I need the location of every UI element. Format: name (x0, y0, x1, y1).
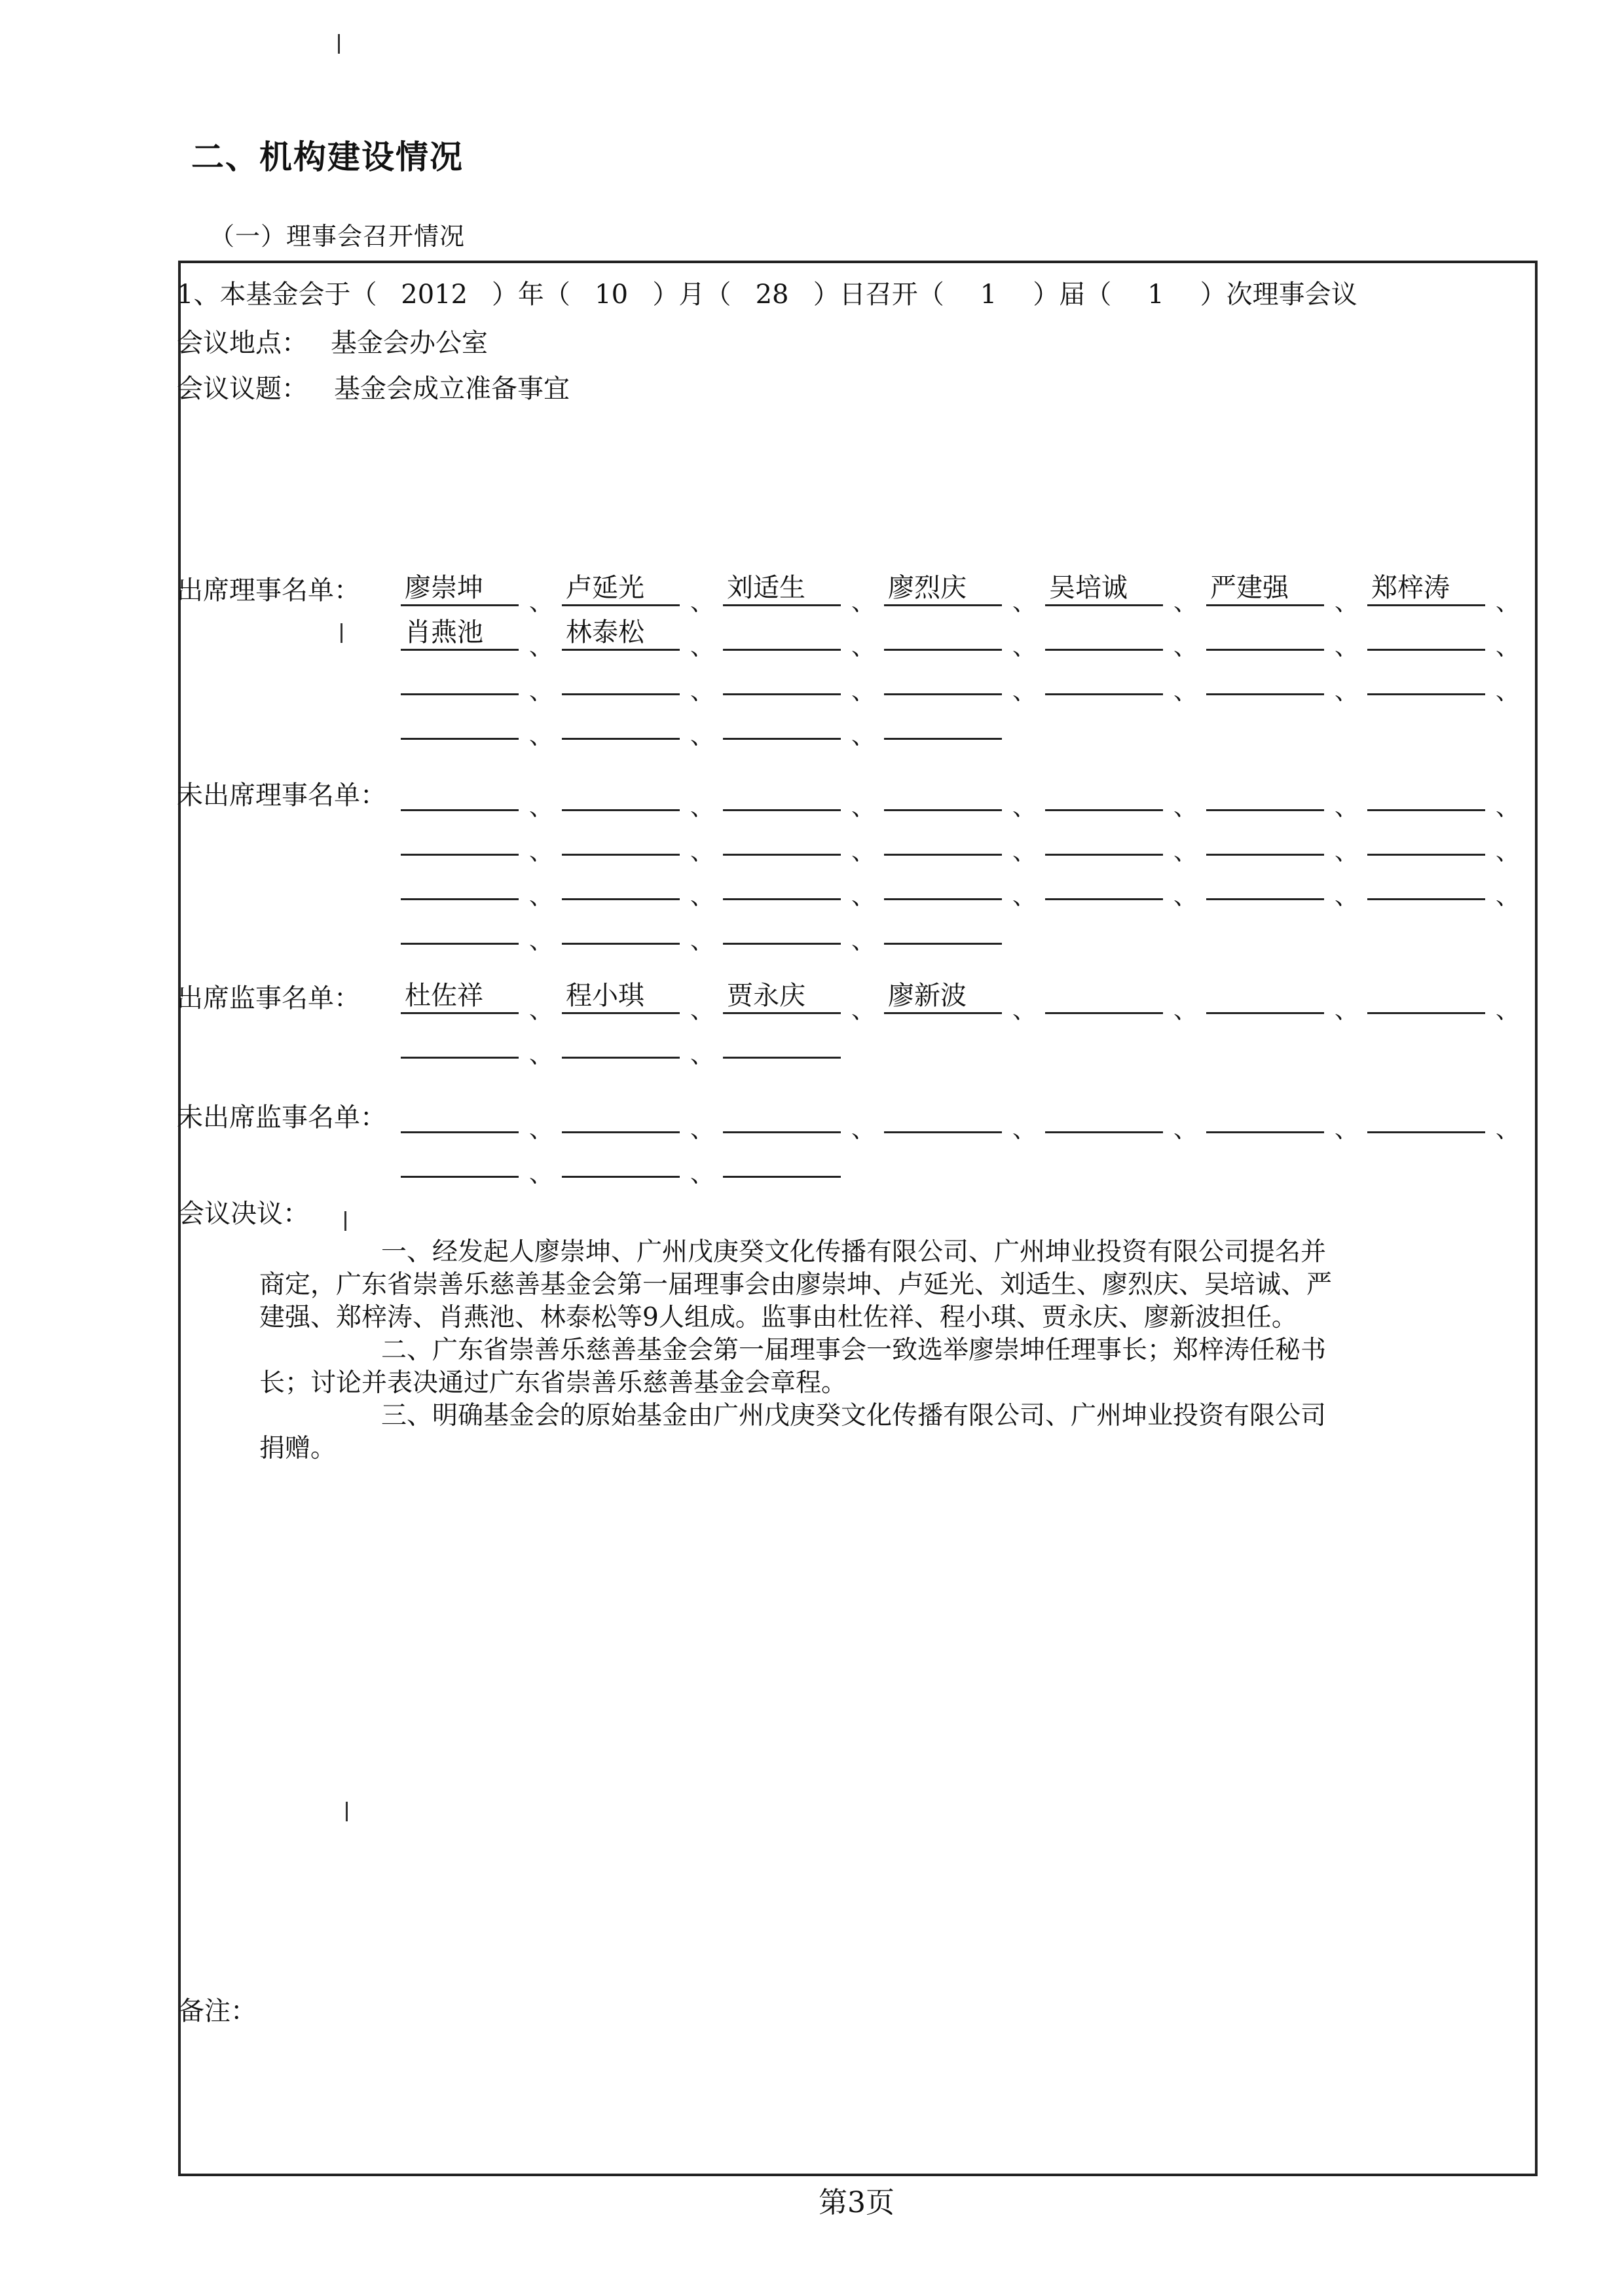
absent-supervisor-separator: 、 (851, 1116, 876, 1143)
attending-director-separator: 、 (1335, 589, 1359, 616)
absent-director-slot (884, 774, 1002, 811)
absent-director-slot (723, 864, 841, 900)
absent-supervisor-slot (562, 1097, 680, 1133)
absent-director-slot (1206, 819, 1324, 856)
absent-director-separator: 、 (851, 883, 876, 910)
meeting-year-suffix: ）年（ (491, 280, 570, 310)
attending-supervisor-slot (1367, 977, 1485, 1014)
absent-supervisor-slot (1045, 1097, 1163, 1133)
attending-supervisor-slot: 杜佐祥 (401, 977, 519, 1014)
resolution-line: 捐赠。 (259, 1434, 337, 1463)
topic-value: 基金会成立准备事宜 (334, 374, 570, 404)
attending-director-separator: 、 (690, 723, 714, 750)
resolution-line: 二、广东省崇善乐慈善基金会第一届理事会一致选举廖崇坤任理事长；郑梓涛任秘书 (381, 1336, 1327, 1365)
attending-director-separator: 、 (690, 589, 714, 616)
resolution-line: 商定，广东省崇善乐慈善基金会第一届理事会由廖崇坤、卢延光、刘适生、廖烈庆、吴培诚、严 (259, 1270, 1333, 1300)
absent-director-slot (723, 819, 841, 856)
scan-mark (341, 623, 342, 643)
page-number: 第3页 (819, 2186, 895, 2219)
absent-director-slot (1206, 864, 1324, 900)
attending-director-slot (401, 659, 519, 695)
absent-director-slot (884, 908, 1002, 945)
attending-director-slot: 吴培诚 (1045, 570, 1163, 606)
subsection-title: （一）理事会召开情况 (210, 222, 466, 251)
attending-director-separator: 、 (1173, 634, 1198, 661)
attending-director-separator: 、 (1012, 634, 1037, 661)
absent-supervisor-slot (1206, 1097, 1324, 1133)
absent-supervisor-separator: 、 (529, 1161, 553, 1188)
attending-director-slot: 刘适生 (723, 570, 841, 606)
absent-director-separator: 、 (690, 839, 714, 866)
attending-director-slot: 卢延光 (562, 570, 680, 606)
attending-director-separator: 、 (851, 678, 876, 705)
meeting-info-line (177, 274, 1357, 311)
attending-director-separator: 、 (851, 589, 876, 616)
absent-director-slot (562, 819, 680, 856)
attending-supervisor-separator: 、 (1012, 997, 1037, 1024)
attending-directors-label: 出席理事名单： (177, 575, 360, 606)
absent-supervisor-slot (884, 1097, 1002, 1133)
resolution-line: 三、明确基金会的原始基金由广州戊庚癸文化传播有限公司、广州坤业投资有限公司 (381, 1401, 1327, 1430)
absent-director-separator: 、 (529, 839, 553, 866)
absent-director-separator: 、 (1012, 883, 1037, 910)
attending-supervisor-separator: 、 (851, 997, 876, 1024)
attending-director-slot (562, 659, 680, 695)
attending-director-slot (884, 703, 1002, 740)
absent-director-separator: 、 (529, 794, 553, 821)
meeting-day-suffix: ）日召开（ (813, 280, 944, 310)
attending-director-separator: 、 (1496, 678, 1520, 705)
attending-supervisor-separator: 、 (1173, 997, 1198, 1024)
scan-mark (338, 34, 340, 54)
absent-director-slot (1206, 774, 1324, 811)
absent-director-separator: 、 (529, 883, 553, 910)
attending-director-separator: 、 (690, 634, 714, 661)
absent-supervisor-separator: 、 (690, 1161, 714, 1188)
attending-director-slot (1045, 614, 1163, 651)
absent-director-separator: 、 (1173, 883, 1198, 910)
absent-director-slot (1367, 819, 1485, 856)
absent-director-separator: 、 (1335, 794, 1359, 821)
resolution-line: 长；讨论并表决通过广东省崇善乐慈善基金会章程。 (259, 1368, 847, 1398)
meeting-prefix: 1、本基金会于（ (177, 280, 377, 310)
absent-supervisor-separator: 、 (690, 1116, 714, 1143)
absent-supervisors-label: 未出席监事名单： (177, 1102, 386, 1133)
resolution-label: 会议决议： (178, 1199, 309, 1229)
meeting-form-frame (178, 261, 1538, 2176)
topic-label: 会议议题： (177, 374, 308, 404)
attending-director-separator: 、 (1012, 589, 1037, 616)
attending-director-separator: 、 (529, 723, 553, 750)
attending-supervisor-slot (562, 1022, 680, 1059)
absent-supervisor-separator: 、 (1496, 1116, 1520, 1143)
location-label: 会议地点： (177, 328, 308, 358)
absent-supervisor-separator: 、 (529, 1116, 553, 1143)
attending-supervisor-slot (401, 1022, 519, 1059)
absent-director-separator: 、 (690, 883, 714, 910)
attending-director-slot: 林泰松 (562, 614, 680, 651)
resolution-text (259, 1236, 1451, 1465)
attending-director-separator: 、 (1012, 678, 1037, 705)
absent-director-slot (401, 864, 519, 900)
absent-director-slot (562, 774, 680, 811)
absent-supervisor-separator: 、 (1012, 1116, 1037, 1143)
absent-director-slot (1367, 864, 1485, 900)
attending-director-slot (723, 703, 841, 740)
absent-director-slot (1367, 774, 1485, 811)
absent-director-slot (723, 908, 841, 945)
remarks-label: 备注： (178, 1996, 257, 2026)
attending-director-slot: 肖燕池 (401, 614, 519, 651)
absent-director-separator: 、 (851, 839, 876, 866)
absent-director-separator: 、 (851, 794, 876, 821)
absent-supervisor-slot (401, 1097, 519, 1133)
attending-supervisor-slot: 程小琪 (562, 977, 680, 1014)
meeting-month: 10 (595, 280, 629, 310)
meeting-count: 1 (1147, 280, 1164, 310)
meeting-month-suffix: ）月（ (652, 280, 731, 310)
attending-supervisor-separator: 、 (690, 997, 714, 1024)
meeting-count-suffix: ）次理事会议 (1200, 280, 1357, 310)
attending-director-separator: 、 (851, 634, 876, 661)
absent-supervisor-slot (562, 1141, 680, 1178)
attending-supervisor-slot: 廖新波 (884, 977, 1002, 1014)
absent-director-slot (401, 908, 519, 945)
absent-supervisor-separator: 、 (1173, 1116, 1198, 1143)
absent-supervisor-slot (1367, 1097, 1485, 1133)
attending-director-slot: 郑梓涛 (1367, 570, 1485, 606)
absent-supervisor-slot (723, 1097, 841, 1133)
attending-director-separator: 、 (690, 678, 714, 705)
attending-director-slot (723, 659, 841, 695)
absent-director-slot (1045, 819, 1163, 856)
absent-director-slot (884, 864, 1002, 900)
attending-director-slot (1206, 659, 1324, 695)
absent-director-slot (562, 908, 680, 945)
attending-director-separator: 、 (1173, 678, 1198, 705)
absent-director-separator: 、 (1496, 839, 1520, 866)
resolution-line: 一、经发起人廖崇坤、广州戊庚癸文化传播有限公司、广州坤业投资有限公司提名并 (381, 1237, 1327, 1267)
attending-director-slot: 严建强 (1206, 570, 1324, 606)
attending-director-slot (1206, 614, 1324, 651)
absent-director-separator: 、 (1335, 883, 1359, 910)
attending-director-slot (884, 614, 1002, 651)
absent-director-separator: 、 (690, 794, 714, 821)
attending-supervisor-separator: 、 (1335, 997, 1359, 1024)
absent-director-slot (562, 864, 680, 900)
absent-director-slot (723, 774, 841, 811)
attending-supervisor-separator: 、 (1496, 997, 1520, 1024)
attending-director-slot (884, 659, 1002, 695)
absent-directors-label: 未出席理事名单： (177, 780, 386, 811)
absent-director-separator: 、 (529, 928, 553, 955)
meeting-session-suffix: ）届（ (1033, 280, 1112, 310)
attending-supervisor-separator: 、 (690, 1042, 714, 1068)
absent-director-separator: 、 (1012, 794, 1037, 821)
attending-director-separator: 、 (529, 634, 553, 661)
absent-director-slot (884, 819, 1002, 856)
attending-supervisors-label: 出席监事名单： (177, 983, 360, 1013)
attending-director-separator: 、 (1496, 634, 1520, 661)
location-value: 基金会办公室 (331, 328, 488, 358)
absent-director-separator: 、 (851, 928, 876, 955)
section-title: 二、机构建设情况 (191, 137, 464, 176)
attending-director-separator: 、 (1496, 589, 1520, 616)
attending-director-separator: 、 (1335, 634, 1359, 661)
attending-director-separator: 、 (851, 723, 876, 750)
absent-director-slot (1045, 774, 1163, 811)
absent-supervisor-slot (401, 1141, 519, 1178)
absent-director-slot (401, 819, 519, 856)
scan-mark (346, 1802, 348, 1821)
absent-director-separator: 、 (1012, 839, 1037, 866)
attending-supervisor-slot (1045, 977, 1163, 1014)
absent-supervisor-separator: 、 (1335, 1116, 1359, 1143)
attending-supervisor-separator: 、 (529, 1042, 553, 1068)
absent-director-separator: 、 (1335, 839, 1359, 866)
attending-director-slot (401, 703, 519, 740)
absent-director-slot (401, 774, 519, 811)
attending-supervisor-slot (723, 1022, 841, 1059)
attending-director-slot (723, 614, 841, 651)
attending-director-slot (562, 703, 680, 740)
attending-director-slot (1045, 659, 1163, 695)
attending-director-slot (1367, 659, 1485, 695)
absent-supervisor-slot (723, 1141, 841, 1178)
attending-director-separator: 、 (1173, 589, 1198, 616)
resolution-line: 建强、郑梓涛、肖燕池、林泰松等9人组成。监事由杜佐祥、程小琪、贾永庆、廖新波担任。 (259, 1303, 1297, 1332)
meeting-year: 2012 (401, 280, 468, 310)
attending-supervisor-slot: 贾永庆 (723, 977, 841, 1014)
absent-director-slot (1045, 864, 1163, 900)
absent-director-separator: 、 (1173, 794, 1198, 821)
meeting-session: 1 (980, 280, 997, 310)
attending-director-separator: 、 (1335, 678, 1359, 705)
attending-director-slot: 廖烈庆 (884, 570, 1002, 606)
attending-supervisor-slot (1206, 977, 1324, 1014)
attending-director-separator: 、 (529, 589, 553, 616)
scan-mark (344, 1211, 346, 1231)
meeting-day: 28 (755, 280, 789, 310)
absent-director-separator: 、 (1173, 839, 1198, 866)
absent-director-separator: 、 (1496, 794, 1520, 821)
attending-director-slot (1367, 614, 1485, 651)
attending-director-separator: 、 (529, 678, 553, 705)
absent-director-separator: 、 (1496, 883, 1520, 910)
absent-director-separator: 、 (690, 928, 714, 955)
attending-supervisor-separator: 、 (529, 997, 553, 1024)
attending-director-slot: 廖崇坤 (401, 570, 519, 606)
